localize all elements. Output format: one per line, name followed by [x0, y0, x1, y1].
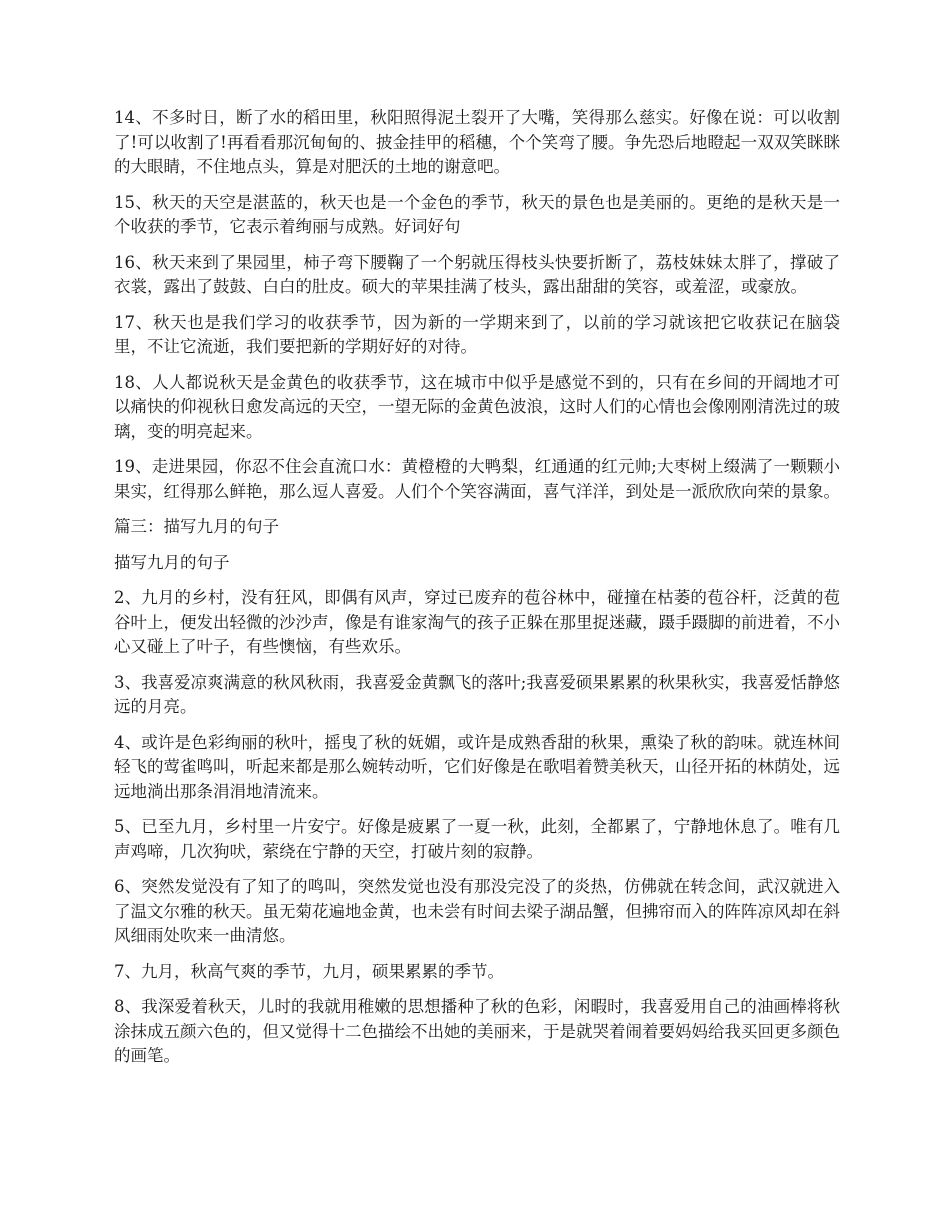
paragraph-17: 17、秋天也是我们学习的收获季节，因为新的一学期来到了，以前的学习就该把它收获记在脑袋里，不让它流逝，我们要把新的学期好好的对待。 — [114, 312, 840, 356]
section-heading: 篇三：描写九月的句子 — [114, 517, 279, 536]
paragraph-6: 6、突然发觉没有了知了的鸣叫，突然发觉也没有那没完没了的炎热，仿佛就在转念间，武汉就进入了温文尔雅的秋天。虽无菊花遍地金黄，也未尝有时间去梁子湖品蟹，但拂帘而入的阵阵凉风却在斜风细雨处吹来一曲清悠。 — [114, 877, 840, 945]
paragraph-18: 18、人人都说秋天是金黄色的收获季节，这在城市中似乎是感觉不到的，只有在乡间的开阔地才可以痛快的仰视秋日愈发高远的天空，一望无际的金黄色波浪，这时人们的心情也会像刚刚清洗过的玻璃，变的明亮起来。 — [114, 372, 840, 441]
paragraph-14: 14、不多时日，断了水的稻田里，秋阳照得泥土裂开了大嘴，笑得那么慈实。好像在说：可以收割了!可以收割了!再看看那沉甸甸的、披金挂甲的稻穗，个个笑弯了腰。争先恐后地瞪起一双双笑眯眯的大眼睛，不住地点头，算是对肥沃的土地的谢意吧。 — [114, 108, 840, 176]
paragraph-7: 7、九月，秋高气爽的季节，九月，硕果累累的季节。 — [114, 961, 504, 981]
paragraph-3: 3、我喜爱凉爽满意的秋风秋雨，我喜爱金黄飘飞的落叶;我喜爱硕果累累的秋果秋实，我喜爱恬静悠远的月亮。 — [114, 672, 840, 716]
paragraph-4: 4、或许是色彩绚丽的秋叶，摇曳了秋的妩媚，或许是成熟香甜的秋果，熏染了秋的韵味。就连林间轻飞的莺雀鸣叫，听起来都是那么婉转动听，它们好像是在歌唱着赞美秋天，山径开拓的林荫处，远远地淌出那条涓涓地清流来。 — [114, 732, 840, 801]
document-body — [114, 106, 840, 1080]
paragraph-19: 19、走进果园，你忍不住会直流口水：黄橙橙的大鸭梨，红通通的红元帅;大枣树上缀满了一颗颗小果实，红得那么鲜艳，那么逗人喜爱。人们个个笑容满面，喜气洋洋，到处是一派欣欣向荣的景象。 — [114, 457, 840, 501]
paragraph-15: 15、秋天的天空是湛蓝的，秋天也是一个金色的季节，秋天的景色也是美丽的。更绝的是秋天是一个收获的季节，它表示着绚丽与成熟。好词好句 — [114, 192, 840, 236]
paragraph-5: 5、已至九月，乡村里一片安宁。好像是疲累了一夏一秋，此刻，全都累了，宁静地休息了。唯有几声鸡啼，几次狗吠，萦绕在宁静的天空，打破片刻的寂静。 — [114, 817, 840, 861]
paragraph-16: 16、秋天来到了果园里，柿子弯下腰鞠了一个躬就压得枝头快要折断了，荔枝妹妹太胖了，撑破了衣裳，露出了鼓鼓、白白的肚皮。硕大的苹果挂满了枝头，露出甜甜的笑容，或羞涩，或豪放。 — [114, 252, 840, 296]
section-subheading: 描写九月的句子 — [114, 552, 230, 572]
paragraph-2: 2、九月的乡村，没有狂风，即偶有风声，穿过已废弃的苞谷林中，碰撞在枯萎的苞谷杆，泛黄的苞谷叶上，便发出轻微的沙沙声，像是有谁家淘气的孩子正躲在那里捉迷藏，蹑手蹑脚的前进着，不小心又碰上了叶子，有些懊恼，有些欢乐。 — [114, 588, 840, 656]
paragraph-8: 8、我深爱着秋天，儿时的我就用稚嫩的思想播种了秋的色彩，闲暇时，我喜爱用自己的油画棒将秋涂抹成五颜六色的，但又觉得十二色描绘不出她的美丽来，于是就哭着闹着要妈妈给我买回更多颜色的画笔。 — [114, 997, 840, 1065]
